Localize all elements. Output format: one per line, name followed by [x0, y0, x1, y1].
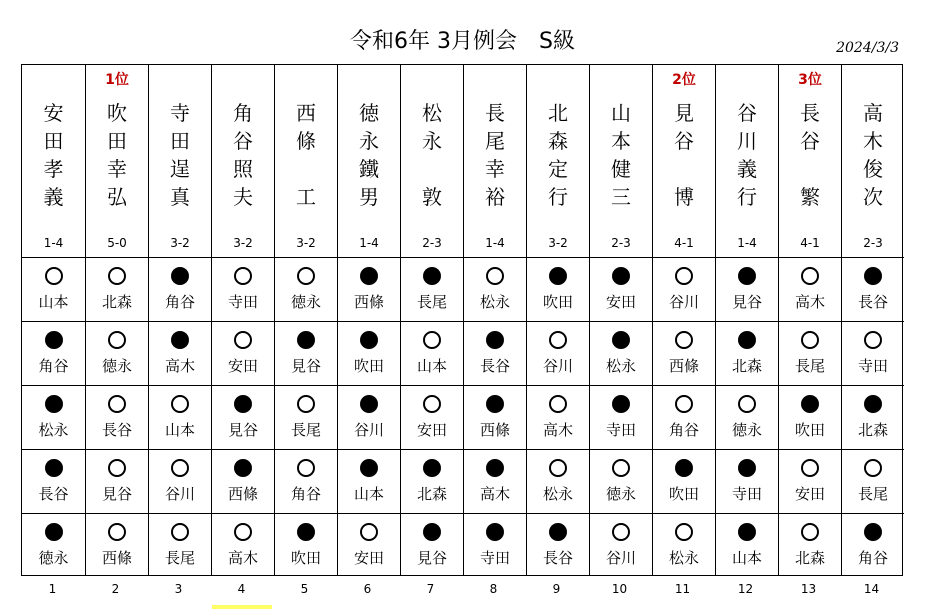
- opponent-name: 徳永: [101, 357, 132, 375]
- page-title: 令和6年 3月例会 S級: [350, 29, 575, 54]
- player-rank: [842, 71, 904, 89]
- win-circle-icon: [234, 267, 252, 285]
- loss-circle-icon: [738, 459, 756, 477]
- game-cell: [653, 257, 715, 321]
- player-name: 長 谷 繁: [800, 101, 820, 209]
- game-cell: [590, 449, 652, 513]
- game-cell: [338, 449, 400, 513]
- opponent-name: 寺田: [857, 357, 888, 375]
- loss-circle-icon: [738, 523, 756, 541]
- player-score: 1-4: [737, 236, 757, 250]
- game-cell: [842, 513, 904, 577]
- player-rank: [401, 71, 463, 89]
- opponent-name: 北森: [416, 485, 447, 503]
- loss-circle-icon: [612, 331, 630, 349]
- player-column: [778, 65, 841, 575]
- opponent-name: 吹田: [542, 293, 573, 311]
- game-cell: [22, 257, 85, 321]
- player-column: [715, 65, 778, 575]
- opponent-name: 見谷: [290, 357, 321, 375]
- opponent-name: 山本: [164, 421, 195, 439]
- loss-circle-icon: [864, 523, 882, 541]
- opponent-name: 吹田: [290, 549, 321, 567]
- opponent-name: 山本: [731, 549, 762, 567]
- player-score: 3-2: [170, 236, 190, 250]
- player-score: 1-4: [485, 236, 505, 250]
- player-rank: 1位: [105, 72, 129, 88]
- opponent-name: 角谷: [857, 549, 888, 567]
- opponent-name: 北森: [101, 293, 132, 311]
- loss-circle-icon: [360, 331, 378, 349]
- opponent-name: 長谷: [38, 485, 69, 503]
- win-circle-icon: [801, 331, 819, 349]
- game-cell: [716, 449, 778, 513]
- loss-circle-icon: [486, 331, 504, 349]
- player-rank: 2位: [672, 72, 696, 88]
- game-cell: [653, 449, 715, 513]
- game-cell: [527, 449, 589, 513]
- player-score: 2-3: [863, 236, 883, 250]
- loss-circle-icon: [45, 331, 63, 349]
- opponent-name: 見谷: [416, 549, 447, 567]
- opponent-name: 松永: [668, 549, 699, 567]
- opponent-name: 山本: [416, 357, 447, 375]
- game-cell: [22, 513, 85, 577]
- loss-circle-icon: [549, 267, 567, 285]
- win-circle-icon: [423, 331, 441, 349]
- loss-circle-icon: [423, 267, 441, 285]
- game-cell: [275, 257, 337, 321]
- game-cell: [779, 449, 841, 513]
- player-rank: [149, 71, 211, 89]
- win-circle-icon: [864, 459, 882, 477]
- win-circle-icon: [45, 267, 63, 285]
- game-cell: [149, 385, 211, 449]
- player-score: 2-3: [422, 236, 442, 250]
- opponent-name: 寺田: [227, 293, 258, 311]
- win-circle-icon: [234, 523, 252, 541]
- opponent-name: 松永: [38, 421, 69, 439]
- win-circle-icon: [675, 331, 693, 349]
- win-circle-icon: [801, 523, 819, 541]
- opponent-name: 西條: [227, 485, 258, 503]
- player-name: 谷 川 義 行: [737, 101, 757, 209]
- opponent-name: 谷川: [605, 549, 636, 567]
- player-column: [211, 65, 274, 575]
- opponent-name: 西條: [479, 421, 510, 439]
- player-column: [841, 65, 904, 575]
- win-circle-icon: [612, 523, 630, 541]
- player-rank: [22, 71, 85, 89]
- game-cell: [779, 385, 841, 449]
- opponent-name: 長谷: [857, 293, 888, 311]
- win-circle-icon: [171, 395, 189, 413]
- game-cell: [401, 321, 463, 385]
- game-cell: [527, 513, 589, 577]
- highlight-bar: [212, 605, 272, 609]
- column-number: 9: [552, 582, 561, 596]
- loss-circle-icon: [864, 267, 882, 285]
- player-rank: 3位: [798, 72, 822, 88]
- win-circle-icon: [297, 267, 315, 285]
- player-column: [463, 65, 526, 575]
- game-cell: [275, 385, 337, 449]
- loss-circle-icon: [297, 331, 315, 349]
- game-cell: [338, 513, 400, 577]
- loss-circle-icon: [738, 331, 756, 349]
- player-column: [22, 65, 85, 575]
- win-circle-icon: [486, 267, 504, 285]
- opponent-name: 山本: [38, 293, 69, 311]
- player-score: 3-2: [548, 236, 568, 250]
- loss-circle-icon: [549, 523, 567, 541]
- opponent-name: 西條: [101, 549, 132, 567]
- player-column: [526, 65, 589, 575]
- column-number: 14: [863, 582, 880, 596]
- opponent-name: 寺田: [479, 549, 510, 567]
- game-cell: [842, 321, 904, 385]
- column-number: 4: [237, 582, 246, 596]
- player-name: 寺 田 逞 真: [170, 101, 190, 209]
- loss-circle-icon: [45, 523, 63, 541]
- game-cell: [86, 513, 148, 577]
- win-circle-icon: [612, 459, 630, 477]
- player-score: 3-2: [233, 236, 253, 250]
- player-name: 西 條 工: [296, 101, 316, 209]
- opponent-name: 長尾: [416, 293, 447, 311]
- game-cell: [779, 513, 841, 577]
- win-circle-icon: [108, 459, 126, 477]
- player-score: 5-0: [107, 236, 127, 250]
- game-cell: [149, 321, 211, 385]
- win-circle-icon: [297, 459, 315, 477]
- player-name: 安 田 孝 義: [43, 101, 64, 209]
- game-cell: [842, 449, 904, 513]
- opponent-name: 西條: [668, 357, 699, 375]
- game-cell: [590, 385, 652, 449]
- game-cell: [212, 321, 274, 385]
- loss-circle-icon: [738, 267, 756, 285]
- player-name: 北 森 定 行: [548, 101, 568, 209]
- loss-circle-icon: [360, 267, 378, 285]
- game-cell: [86, 257, 148, 321]
- game-cell: [22, 321, 85, 385]
- column-number: 10: [611, 582, 628, 596]
- loss-circle-icon: [234, 395, 252, 413]
- game-cell: [653, 321, 715, 385]
- player-name: 山 本 健 三: [611, 101, 631, 209]
- opponent-name: 長谷: [101, 421, 132, 439]
- game-cell: [338, 385, 400, 449]
- player-name: 吹 田 幸 弘: [107, 101, 127, 209]
- game-cell: [86, 321, 148, 385]
- opponent-name: 吹田: [353, 357, 384, 375]
- opponent-name: 長尾: [794, 357, 825, 375]
- column-number: 8: [489, 582, 498, 596]
- opponent-name: 寺田: [731, 485, 762, 503]
- game-cell: [401, 257, 463, 321]
- opponent-name: 見谷: [227, 421, 258, 439]
- win-circle-icon: [864, 331, 882, 349]
- opponent-name: 長尾: [290, 421, 321, 439]
- player-name: 高 木 俊 次: [863, 101, 883, 209]
- event-date: 2024/3/3: [836, 40, 899, 56]
- player-column: [589, 65, 652, 575]
- game-cell: [590, 321, 652, 385]
- loss-circle-icon: [45, 459, 63, 477]
- win-circle-icon: [108, 267, 126, 285]
- game-cell: [275, 449, 337, 513]
- game-cell: [212, 257, 274, 321]
- loss-circle-icon: [45, 395, 63, 413]
- win-circle-icon: [675, 395, 693, 413]
- player-name: 松 永 敦: [422, 101, 442, 209]
- win-circle-icon: [171, 459, 189, 477]
- game-cell: [464, 321, 526, 385]
- game-cell: [590, 513, 652, 577]
- game-cell: [842, 257, 904, 321]
- opponent-name: 徳永: [38, 549, 69, 567]
- column-number: 6: [363, 582, 372, 596]
- loss-circle-icon: [675, 459, 693, 477]
- player-column: [652, 65, 715, 575]
- game-cell: [86, 385, 148, 449]
- game-cell: [716, 257, 778, 321]
- opponent-name: 徳永: [605, 485, 636, 503]
- game-cell: [779, 321, 841, 385]
- game-cell: [464, 385, 526, 449]
- win-circle-icon: [801, 459, 819, 477]
- opponent-name: 安田: [353, 549, 384, 567]
- game-cell: [464, 513, 526, 577]
- game-cell: [401, 449, 463, 513]
- player-name: 角 谷 照 夫: [233, 101, 253, 209]
- results-table: [21, 64, 903, 576]
- game-cell: [212, 513, 274, 577]
- opponent-name: 安田: [794, 485, 825, 503]
- opponent-name: 北森: [857, 421, 888, 439]
- opponent-name: 角谷: [668, 421, 699, 439]
- column-number: 13: [800, 582, 817, 596]
- column-number: 2: [111, 582, 120, 596]
- game-cell: [149, 513, 211, 577]
- opponent-name: 西條: [353, 293, 384, 311]
- player-column: [85, 65, 148, 575]
- opponent-name: 松永: [479, 293, 510, 311]
- opponent-name: 寺田: [605, 421, 636, 439]
- win-circle-icon: [423, 395, 441, 413]
- win-circle-icon: [108, 395, 126, 413]
- player-rank: [590, 71, 652, 89]
- game-cell: [22, 449, 85, 513]
- game-cell: [842, 385, 904, 449]
- game-cell: [275, 513, 337, 577]
- opponent-name: 長谷: [479, 357, 510, 375]
- player-rank: [464, 71, 526, 89]
- player-score: 2-3: [611, 236, 631, 250]
- player-score: 4-1: [800, 236, 820, 250]
- player-score: 3-2: [296, 236, 316, 250]
- column-number: 1: [48, 582, 57, 596]
- loss-circle-icon: [360, 395, 378, 413]
- player-score: 1-4: [43, 236, 64, 250]
- win-circle-icon: [360, 523, 378, 541]
- win-circle-icon: [108, 331, 126, 349]
- game-cell: [716, 385, 778, 449]
- column-number: 5: [300, 582, 309, 596]
- opponent-name: 谷川: [353, 421, 384, 439]
- win-circle-icon: [738, 395, 756, 413]
- loss-circle-icon: [234, 459, 252, 477]
- loss-circle-icon: [864, 395, 882, 413]
- game-cell: [527, 257, 589, 321]
- opponent-name: 安田: [605, 293, 636, 311]
- opponent-name: 安田: [227, 357, 258, 375]
- player-name: 徳 永 鐵 男: [359, 101, 379, 209]
- player-name: 見 谷 博: [674, 101, 694, 209]
- player-rank: [527, 71, 589, 89]
- player-rank: [338, 71, 400, 89]
- column-number: 7: [426, 582, 435, 596]
- loss-circle-icon: [612, 395, 630, 413]
- opponent-name: 高木: [227, 549, 258, 567]
- loss-circle-icon: [360, 459, 378, 477]
- opponent-name: 松永: [542, 485, 573, 503]
- opponent-name: 見谷: [731, 293, 762, 311]
- win-circle-icon: [675, 523, 693, 541]
- win-circle-icon: [801, 267, 819, 285]
- player-rank: [716, 71, 778, 89]
- game-cell: [653, 385, 715, 449]
- win-circle-icon: [549, 395, 567, 413]
- win-circle-icon: [171, 523, 189, 541]
- opponent-name: 吹田: [794, 421, 825, 439]
- win-circle-icon: [108, 523, 126, 541]
- opponent-name: 山本: [353, 485, 384, 503]
- player-column: [337, 65, 400, 575]
- opponent-name: 高木: [794, 293, 825, 311]
- loss-circle-icon: [612, 267, 630, 285]
- opponent-name: 北森: [794, 549, 825, 567]
- player-column: [400, 65, 463, 575]
- win-circle-icon: [234, 331, 252, 349]
- game-cell: [716, 321, 778, 385]
- game-cell: [464, 449, 526, 513]
- game-cell: [338, 257, 400, 321]
- opponent-name: 谷川: [164, 485, 195, 503]
- loss-circle-icon: [486, 395, 504, 413]
- game-cell: [275, 321, 337, 385]
- game-cell: [149, 449, 211, 513]
- column-number: 11: [674, 582, 691, 596]
- opponent-name: 松永: [605, 357, 636, 375]
- game-cell: [86, 449, 148, 513]
- game-cell: [401, 385, 463, 449]
- opponent-name: 谷川: [668, 293, 699, 311]
- opponent-name: 角谷: [290, 485, 321, 503]
- opponent-name: 高木: [479, 485, 510, 503]
- opponent-name: 長谷: [542, 549, 573, 567]
- loss-circle-icon: [423, 459, 441, 477]
- win-circle-icon: [297, 395, 315, 413]
- column-number: 3: [174, 582, 183, 596]
- game-cell: [716, 513, 778, 577]
- win-circle-icon: [549, 331, 567, 349]
- game-cell: [212, 385, 274, 449]
- loss-circle-icon: [171, 331, 189, 349]
- opponent-name: 徳永: [290, 293, 321, 311]
- opponent-name: 北森: [731, 357, 762, 375]
- player-column: [148, 65, 211, 575]
- game-cell: [401, 513, 463, 577]
- game-cell: [653, 513, 715, 577]
- opponent-name: 長尾: [857, 485, 888, 503]
- loss-circle-icon: [801, 395, 819, 413]
- opponent-name: 徳永: [731, 421, 762, 439]
- player-rank: [212, 71, 274, 89]
- loss-circle-icon: [486, 523, 504, 541]
- opponent-name: 吹田: [668, 485, 699, 503]
- opponent-name: 角谷: [164, 293, 195, 311]
- loss-circle-icon: [171, 267, 189, 285]
- game-cell: [338, 321, 400, 385]
- game-cell: [527, 321, 589, 385]
- game-cell: [590, 257, 652, 321]
- opponent-name: 見谷: [101, 485, 132, 503]
- game-cell: [779, 257, 841, 321]
- loss-circle-icon: [297, 523, 315, 541]
- game-cell: [527, 385, 589, 449]
- player-name: 長 尾 幸 裕: [485, 101, 505, 209]
- game-cell: [22, 385, 85, 449]
- player-rank: [275, 71, 337, 89]
- player-score: 4-1: [674, 236, 694, 250]
- loss-circle-icon: [423, 523, 441, 541]
- opponent-name: 高木: [542, 421, 573, 439]
- player-column: [274, 65, 337, 575]
- opponent-name: 谷川: [542, 357, 573, 375]
- game-cell: [149, 257, 211, 321]
- win-circle-icon: [549, 459, 567, 477]
- opponent-name: 安田: [416, 421, 447, 439]
- game-cell: [212, 449, 274, 513]
- game-cell: [464, 257, 526, 321]
- opponent-name: 長尾: [164, 549, 195, 567]
- win-circle-icon: [675, 267, 693, 285]
- opponent-name: 高木: [164, 357, 195, 375]
- player-score: 1-4: [359, 236, 379, 250]
- column-number: 12: [737, 582, 754, 596]
- loss-circle-icon: [486, 459, 504, 477]
- opponent-name: 角谷: [38, 357, 69, 375]
